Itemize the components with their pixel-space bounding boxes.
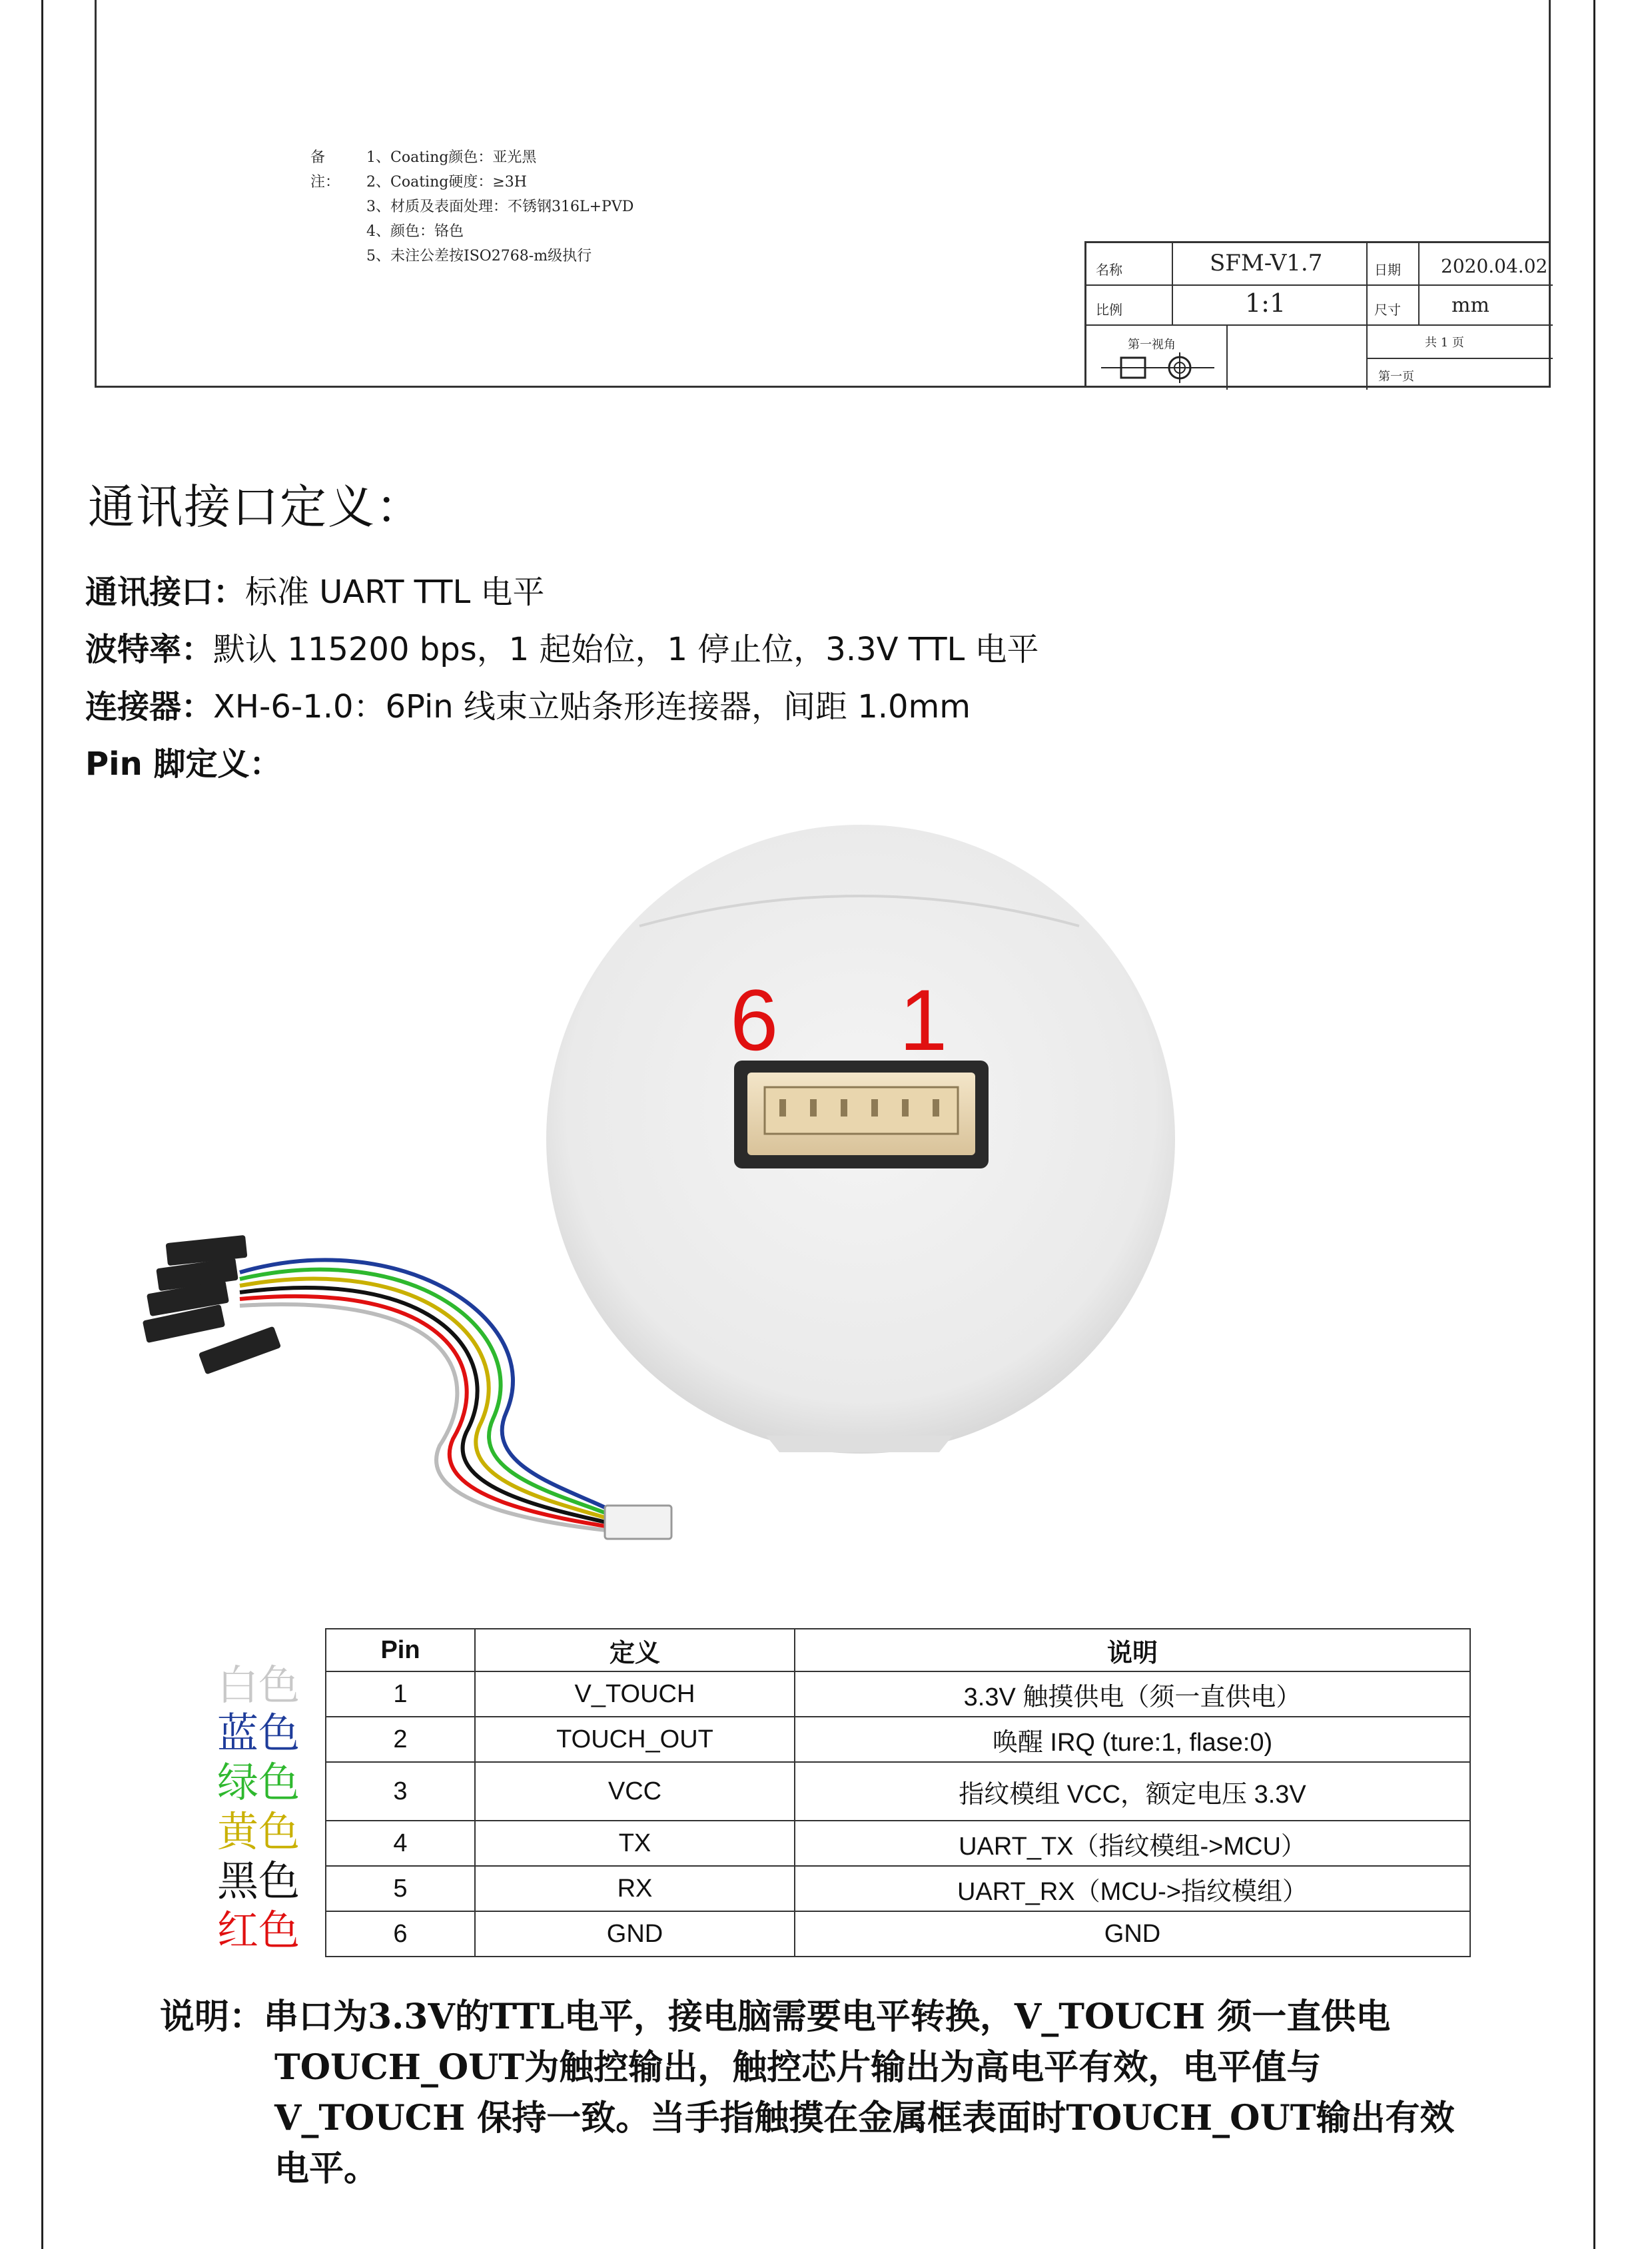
- scale-label: 比例: [1096, 302, 1122, 318]
- notes-title: 备注：: [310, 149, 340, 191]
- cell-description: UART_RX（MCU->指纹模组）: [795, 1866, 1470, 1911]
- spec-pin: [85, 738, 282, 784]
- table-row: [326, 1866, 1470, 1911]
- spec-label: 通讯接口：: [85, 574, 246, 611]
- color-name: 红色: [217, 1906, 300, 1955]
- pin-label-left: 6: [730, 971, 779, 1069]
- name-value: SFM-V1.7: [1210, 250, 1323, 276]
- cell-definition: TX: [475, 1821, 795, 1866]
- header-description: 说明: [795, 1629, 1470, 1671]
- cell-description: 唤醒 IRQ (ture:1, flase:0): [795, 1717, 1470, 1762]
- note-item: 2、Coating硬度：≥3H: [366, 174, 527, 191]
- product-photo: [0, 813, 1652, 1579]
- note-item: 5、未注公差按ISO2768-m级执行: [366, 248, 592, 264]
- note-item: 3、材质及表面处理：不锈钢316L+PVD: [366, 199, 634, 215]
- note-item: 4、颜色：铬色: [366, 223, 464, 240]
- jst-plug: [605, 1506, 671, 1539]
- color-name: 黑色: [217, 1857, 300, 1905]
- section-heading: 通讯接口定义：: [88, 480, 424, 534]
- table-row: [326, 1717, 1470, 1762]
- cell-definition: TOUCH_OUT: [475, 1717, 795, 1762]
- cell-definition: RX: [475, 1866, 795, 1911]
- spec-interface: [85, 566, 544, 612]
- title-block: [1084, 241, 1551, 388]
- cell-definition: GND: [475, 1911, 795, 1957]
- header-definition: 定义: [475, 1629, 795, 1671]
- color-name: 蓝色: [217, 1709, 300, 1757]
- cell-description: 3.3V 触摸供电（须一直供电）: [795, 1671, 1470, 1717]
- note-line: TOUCH_OUT为触控输出，触控芯片输出为高电平有效，电平值与: [274, 2047, 1322, 2088]
- spec-baud: [85, 624, 1039, 670]
- pages-total: 共 1 页: [1425, 336, 1464, 350]
- cell-definition: VCC: [475, 1762, 795, 1821]
- pin-label-right: 1: [899, 971, 948, 1069]
- table-row: [326, 1821, 1470, 1866]
- date-label: 日期: [1374, 262, 1401, 278]
- view-label: 第一视角: [1128, 338, 1176, 352]
- cell-pin: 5: [326, 1866, 475, 1911]
- date-value: 2020.04.02: [1441, 255, 1548, 277]
- cell-pin: 3: [326, 1762, 475, 1821]
- table-row: [326, 1671, 1470, 1717]
- header-pin: Pin: [326, 1629, 475, 1671]
- color-name: 黄色: [217, 1807, 300, 1856]
- note-line: 电平。: [274, 2148, 379, 2189]
- name-label: 名称: [1096, 262, 1122, 278]
- cell-pin: 1: [326, 1671, 475, 1717]
- cell-pin: 2: [326, 1717, 475, 1762]
- cell-pin: 4: [326, 1821, 475, 1866]
- table-row: [326, 1762, 1470, 1821]
- pin-definition-table: [325, 1628, 1471, 1957]
- note-line: 说明：串口为3.3V的TTL电平，接电脑需要电平转换，V_TOUCH 须一直供电: [160, 1997, 1391, 2037]
- cell-description: 指纹模组 VCC，额定电压 3.3V: [795, 1762, 1470, 1821]
- size-value: mm: [1451, 294, 1489, 317]
- page-current: 第一页: [1378, 370, 1414, 384]
- cell-description: GND: [795, 1911, 1470, 1957]
- scale-value: 1:1: [1245, 288, 1286, 318]
- table-header-row: [326, 1629, 1470, 1671]
- table-row: [326, 1911, 1470, 1957]
- note-item: 1、Coating颜色：亚光黑: [366, 149, 537, 166]
- spec-text: XH-6-1.0：6Pin 线束立贴条形连接器，间距 1.0mm: [213, 688, 971, 725]
- projection-symbol-icon: [1101, 351, 1214, 384]
- cell-pin: 6: [326, 1911, 475, 1957]
- spec-text: 标准 UART TTL 电平: [245, 574, 545, 611]
- spec-text: 默认 115200 bps，1 起始位，1 停止位，3.3V TTL 电平: [213, 631, 1039, 668]
- cable-harness: [240, 1260, 626, 1532]
- size-label: 尺寸: [1374, 302, 1401, 318]
- color-name: 绿色: [217, 1758, 300, 1807]
- cell-definition: V_TOUCH: [475, 1671, 795, 1717]
- spec-label: 波特率：: [85, 631, 214, 668]
- color-name: 白色: [217, 1661, 300, 1709]
- cell-description: UART_TX（指纹模组->MCU）: [795, 1821, 1470, 1866]
- color-label-red: [217, 1897, 300, 1957]
- spec-label: Pin 脚定义：: [85, 745, 282, 783]
- spec-label: 连接器：: [85, 688, 214, 725]
- spec-connector: [85, 681, 971, 727]
- note-line: V_TOUCH 保持一致。当手指触摸在金属框表面时TOUCH_OUT输出有效: [274, 2098, 1455, 2138]
